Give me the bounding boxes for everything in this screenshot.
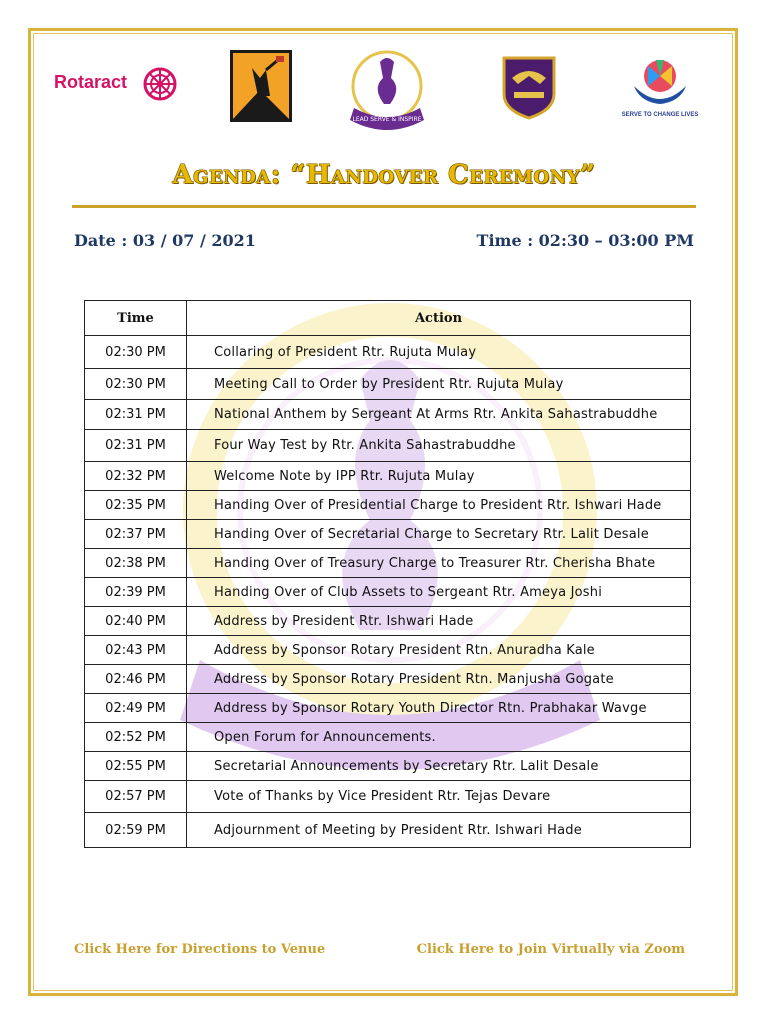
row-time: 02:38 PM [85,549,187,578]
title-divider [72,205,696,208]
climber-logo [230,50,292,122]
event-time: Time : 02:30 – 03:00 PM [476,231,694,250]
rotaract-logo-text: Rotaract [54,72,128,92]
row-time: 02:39 PM [85,578,187,607]
column-header-action: Action [187,301,691,336]
row-action: Handing Over of Treasury Charge to Treasurer Rtr. Cherisha Bhate [187,549,691,578]
row-action: National Anthem by Sergeant At Arms Rtr. Ankita Sahastrabuddhe [187,400,691,430]
table-row [85,336,691,369]
table-row [85,813,691,848]
table-row [85,520,691,549]
row-action: Welcome Note by IPP Rtr. Rujuta Mulay [187,462,691,491]
table-row [85,694,691,723]
lead-serve-inspire-emblem [346,48,428,132]
globe-hands-icon [620,52,700,112]
logo-caption: SERVE TO CHANGE LIVES [621,112,699,118]
table-row [85,369,691,400]
table-row [85,752,691,781]
directions-link[interactable]: Click Here for Directions to Venue [74,942,326,957]
row-action: Four Way Test by Rtr. Ankita Sahastrabuddhe [187,430,691,462]
row-time: 02:55 PM [85,752,187,781]
lead-shield-logo [500,54,558,120]
agenda-table-body [85,336,691,848]
row-time: 02:49 PM [85,694,187,723]
row-time: 02:31 PM [85,430,187,462]
row-time: 02:43 PM [85,636,187,665]
row-time: 02:35 PM [85,491,187,520]
row-time: 02:31 PM [85,400,187,430]
table-row [85,607,691,636]
row-action: Handing Over of Presidential Charge to President Rtr. Ishwari Hade [187,491,691,520]
table-row [85,636,691,665]
svg-text:LEAD SERVE & INSPIRE: LEAD SERVE & INSPIRE [352,116,422,123]
rotary-wheel-icon [142,66,178,102]
row-action: Adjournment of Meeting by President Rtr. Ishwari Hade [187,813,691,848]
row-action: Handing Over of Club Assets to Sergeant Rtr. Ameya Joshi [187,578,691,607]
agenda-table [84,300,691,848]
zoom-link[interactable]: Click Here to Join Virtually via Zoom [416,942,685,957]
row-time: 02:40 PM [85,607,187,636]
table-row [85,578,691,607]
column-header-time: Time [85,301,187,336]
row-action: Open Forum for Announcements. [187,723,691,752]
row-action: Address by Sponsor Rotary President Rtn. Anuradha Kale [187,636,691,665]
row-action: Vote of Thanks by Vice President Rtr. Tejas Devare [187,781,691,813]
row-action: Secretarial Announcements by Secretary Rtr. Lalit Desale [187,752,691,781]
table-row [85,462,691,491]
table-row [85,491,691,520]
row-action: Address by Sponsor Rotary President Rtn. Manjusha Gogate [187,665,691,694]
row-action: Address by Sponsor Rotary Youth Director Rtn. Prabhakar Wavge [187,694,691,723]
row-time: 02:57 PM [85,781,187,813]
row-time: 02:37 PM [85,520,187,549]
row-time: 02:32 PM [85,462,187,491]
table-row [85,400,691,430]
row-time: 02:46 PM [85,665,187,694]
table-row [85,665,691,694]
event-date: Date : 03 / 07 / 2021 [74,231,256,250]
serve-to-change-lives-logo [620,52,700,122]
table-header-row [85,301,691,336]
header-logos [0,48,768,128]
rotaract-logo [54,66,184,102]
row-time: 02:52 PM [85,723,187,752]
row-time: 02:30 PM [85,336,187,369]
table-row [85,723,691,752]
row-action: Meeting Call to Order by President Rtr. Rujuta Mulay [187,369,691,400]
row-action: Collaring of President Rtr. Rujuta Mulay [187,336,691,369]
row-time: 02:30 PM [85,369,187,400]
row-time: 02:59 PM [85,813,187,848]
page-title: Agenda: “Handover Ceremony” [172,160,596,190]
table-row [85,781,691,813]
row-action: Address by President Rtr. Ishwari Hade [187,607,691,636]
table-row [85,549,691,578]
row-action: Handing Over of Secretarial Charge to Secretary Rtr. Lalit Desale [187,520,691,549]
table-row [85,430,691,462]
